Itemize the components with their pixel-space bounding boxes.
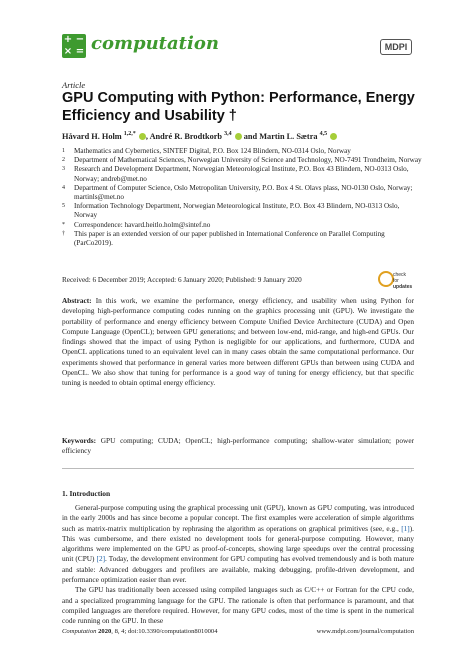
section-heading: 1. Introduction [62,489,111,498]
keywords-text: GPU computing; CUDA; OpenCL; high-performance computing; shallow-water simulation; power efficiency [62,436,414,456]
citation-link[interactable]: [2] [96,554,106,564]
author-name: André R. Brodtkorb [149,131,223,141]
publication-dates: Received: 6 December 2019; Accepted: 6 January 2020; Published: 9 January 2020 [62,276,302,284]
affiliation-item: 2 Department of Mathematical Sciences, Norwegian University of Science and Technology, NO-7491 Trondheim, Norway [62,156,422,165]
check-updates-icon [378,271,394,287]
author-name: Martin L. Sætra [259,131,318,141]
paper-title: GPU Computing with Python: Performance, Energy Efficiency and Usability † [62,90,415,124]
affiliation-item: 1 Mathematics and Cybernetics, SINTEF Digital, P.O. Box 124 Blindern, NO-0314 Oslo, Norway [62,147,351,155]
minus-glyph: − [75,34,85,45]
abstract [62,296,414,389]
abstract-text: In this work, we examine the performance, energy efficiency, and usability when using Python for developing high-performance computing codes running on the graphics processing unit (GPU). We investigate the portability of performance and energy efficiency between Compute Unified Device Architecture (CUDA) and Open Compute Language (OpenCL); between GPU generations; and between low-end, mid-range, and high-end GPUs. Our findings showed that the impact of using Python is negligible for our applications, and furthermore, CUDA and OpenCL applications tuned to an equivalent level can in many cases obtain the same computational performance. Our experiments showed that performance in general varies more between different GPUs than between using CUDA and OpenCL. We also show that tuning for performance is a good way of tuning for energy efficiency, but that specific tuning is needed to obtain optimal energy efficiency. [62,296,414,388]
affiliation-item: 3 Research and Development Department, Norwegian Meteorological Institute, P.O. Box 43 Blindern, NO-0313 Oslo, Norway; andreb@met.no [62,165,409,183]
orcid-icon[interactable] [235,133,242,140]
citation-link[interactable]: [1] [401,523,410,533]
introduction-body [62,503,414,627]
abstract-label: Abstract: [62,296,92,305]
equals-glyph: = [75,46,85,57]
page-footer [62,628,414,635]
journal-name: computation [91,33,219,54]
keywords [62,436,414,457]
author-affil-sup: 3,4 [224,131,232,137]
times-glyph: × [63,46,73,57]
author-affil-sup: 1,2,* [123,131,136,137]
author-name: Håvard H. Holm [62,131,122,141]
journal-logo [62,34,86,58]
check-for-updates-button[interactable]: check for updates [378,270,412,288]
author-and: and [243,131,258,141]
citation-line: Computation 2020, 8, 4; doi:10.3390/computation8010004 [62,628,218,635]
affiliations [62,147,422,248]
paragraph: General-purpose computing using the graphical processing unit (GPU), known as GPU computing, was introduced in the early 2000s and has since become a popular concept. The first examples were acceleration of simple algorithms such as matrix-matrix multiplication by rephrasing the algorithm as operations on graphical primitives (see, e.g., [1]). This was cumbersome, and there existed no development tools for general-purpose computing. However, many algorithms were implemented on the GPU as proof-of-concepts, showing large speedups over the central processing unit (CPU) [2]. Today, the development environment for GPU computing has evolved tremendously and is both mature and stable: Advanced debuggers and profilers are available, making debugging, profile-driven development, and performance optimization easier than ever. [62,503,414,585]
paragraph: The GPU has traditionally been accessed using compiled languages such as C/C++ or Fortran for the CPU code, and a specialized programming language for the GPU. The rationale is often that performance is paramount, and that compiled languages are therefore required. However, for many GPU codes, most of the time is spent in the numerical code running on the GPU. In these [62,585,414,626]
correspondence: * Correspondence: havard.heitlo.holm@sintef.no [62,220,211,229]
extended-version-note: † This paper is an extended version of our paper published in International Conference on Parallel Computing (ParCo2019). [62,229,385,248]
orcid-icon[interactable] [139,133,146,140]
affiliation-item: 5 Information Technology Department, Norwegian Meteorological Institute, P.O. Box 43 Blindern, NO-0313 Oslo, Norway [62,202,400,220]
article-type: Article [62,80,86,90]
author-affil-sup: 4,5 [319,131,328,137]
affiliation-item: 4 Department of Computer Science, Oslo Metropolitan University, P.O. Box 4 St. Olavs plass, NO-0130 Oslo, Norway; martinls@met.no [62,183,413,202]
author-list: Håvard H. Holm $^{1,2,*}$ , André R. Brodtkorb $^{3,4}$ and Martin L. Sætra $^{4,5}$ [62,131,337,141]
journal-url[interactable]: www.mdpi.com/journal/computation [316,628,414,635]
publisher-logo: MDPI [380,39,412,55]
divider [62,468,414,469]
orcid-icon[interactable] [330,133,337,140]
keywords-label: Keywords: [62,436,97,445]
plus-glyph: + [63,34,73,45]
